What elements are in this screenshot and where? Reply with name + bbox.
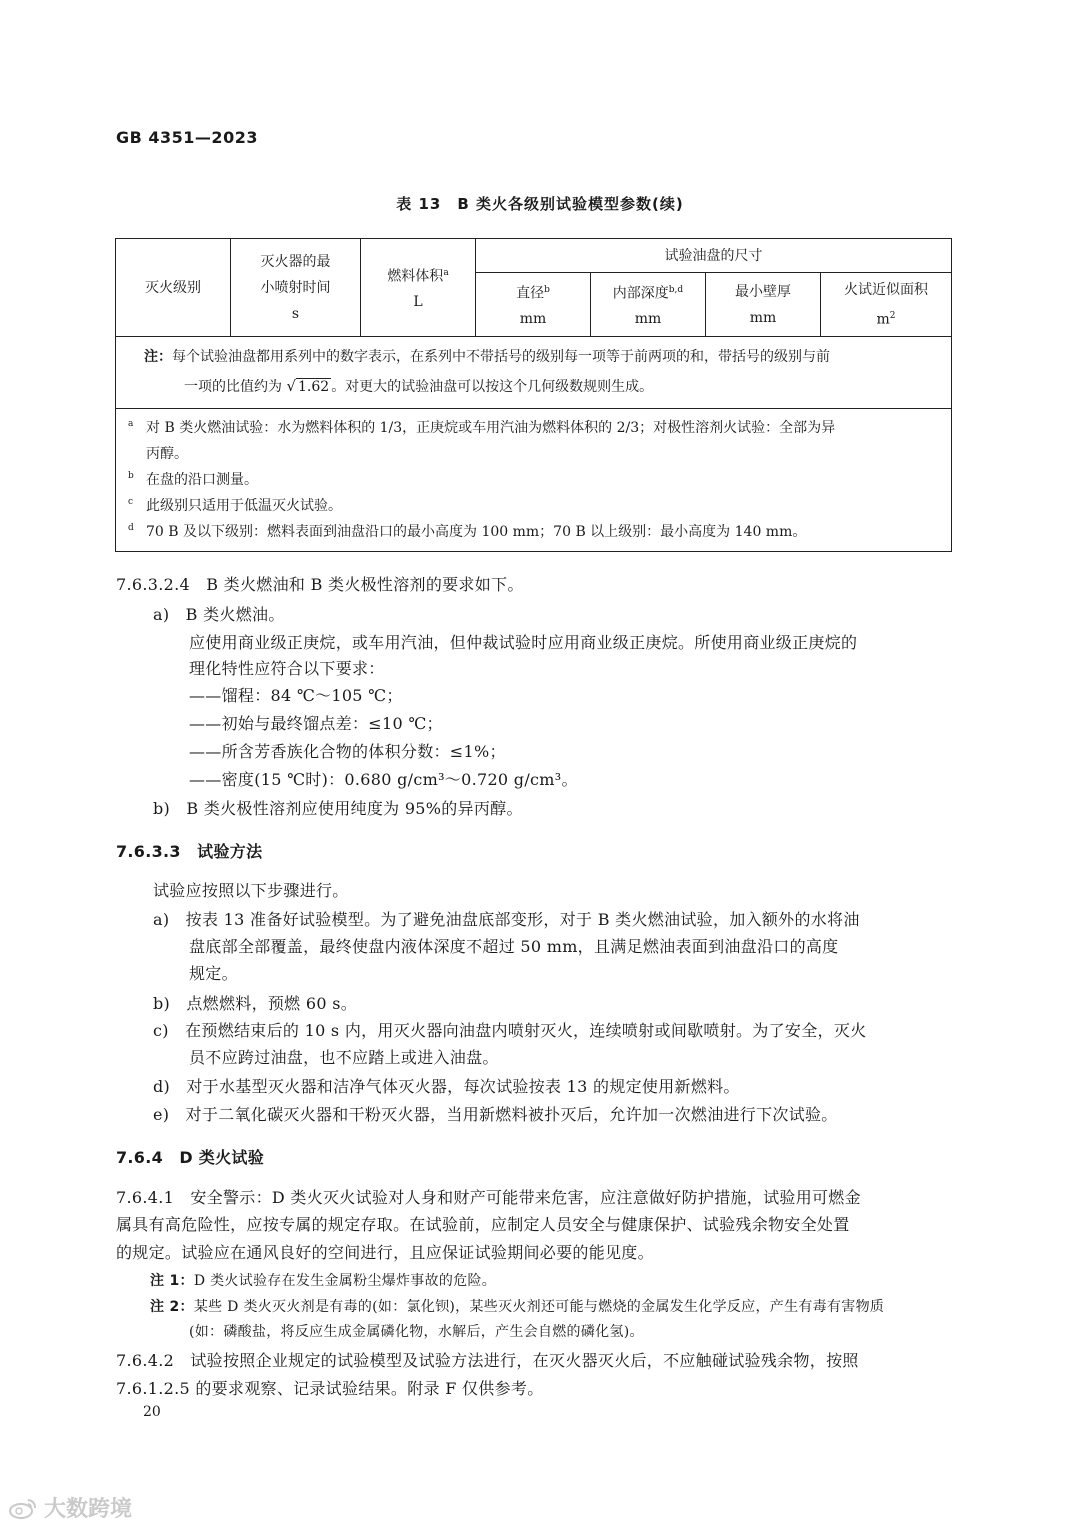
item-a-title: a) B 类火燃油。 bbox=[153, 605, 285, 624]
step-c-line2: 员不应跨过油盘，也不应踏上或进入油盘。 bbox=[189, 1048, 499, 1067]
header-level: 灭火级别 bbox=[116, 239, 231, 337]
header-fire-area: 火试近似面积 $m^2$ bbox=[821, 273, 952, 337]
dash-density: ——密度(15 ℃时)：0.680 g/cm³～0.720 g/cm³。 bbox=[189, 770, 578, 789]
procedure-intro: 试验应按照以下步骤进行。 bbox=[153, 881, 349, 900]
header-inner-depth: 内部深度$^{b,d}$ mm bbox=[591, 273, 706, 337]
page-number: 20 bbox=[143, 1404, 161, 1420]
footnote-c: c 此级别只适用于低温灭火试验。 bbox=[128, 497, 342, 514]
table-title: 表 13 B 类火各级别试验模型参数(续) bbox=[396, 195, 684, 213]
step-d: d) 对于水基型灭火器和洁净气体灭火器，每次试验按表 13 的规定使用新燃料。 bbox=[153, 1077, 740, 1096]
header-min-wall: 最小壁厚 mm bbox=[706, 273, 821, 337]
step-a-line3: 规定。 bbox=[189, 964, 238, 983]
step-a-line1: a) 按表 13 准备好试验模型。为了避免油盘底部变形，对于 B 类火燃油试验，加入额外的水将油 bbox=[153, 910, 860, 929]
watermark bbox=[8, 1492, 132, 1523]
header-fuel-volume: 燃料体积$^a$ L bbox=[361, 239, 476, 337]
footnote-d: d 70 B 及以下级别：燃料表面到油盘沿口的最小高度为 100 mm；70 B 以上级别：最小高度为 140 mm。 bbox=[128, 523, 807, 540]
dash-boiling-diff: ——初始与最终馏点差：≤10 ℃； bbox=[189, 714, 443, 733]
dash-aromatics: ——所含芳香族化合物的体积分数：≤1%； bbox=[189, 742, 506, 761]
step-c-line1: c) 在预燃结束后的 10 s 内，用灭火器向油盘内喷射灭火，连续喷射或间歇喷射。为了安全，灭火 bbox=[153, 1021, 867, 1040]
note-2-line2: (如：磷酸盐，将反应生成金属磷化物，水解后，产生会自燃的磷化氢)。 bbox=[189, 1324, 644, 1340]
item-a-line2: 理化特性应符合以下要求： bbox=[189, 659, 385, 678]
clause-7-6-4-2-line2: 7.6.1.2.5 的要求观察、记录试验结果。附录 F 仅供参考。 bbox=[116, 1379, 544, 1398]
dash-distillation: ——馏程：84 ℃～105 ℃； bbox=[189, 686, 403, 705]
step-b: b) 点燃燃料，预燃 60 s。 bbox=[153, 994, 358, 1013]
note-label: 注： bbox=[144, 349, 172, 365]
clause-7-6-3-2-4: 7.6.3.2.4 B 类火燃油和 B 类火极性溶剂的要求如下。 bbox=[116, 575, 524, 594]
heading-7-6-4: 7.6.4 D 类火试验 bbox=[116, 1148, 265, 1167]
watermark-text: 大数跨境 bbox=[44, 1497, 133, 1522]
weibo-logo-icon bbox=[8, 1496, 38, 1520]
note-2-line1: 注 2：某些 D 类火灭火剂是有毒的(如：氯化钡)，某些灭火剂还可能与燃烧的金属发生化学反应，产生有毒有害物质 bbox=[150, 1299, 885, 1315]
header-min-time: 灭火器的最 小喷射时间 s bbox=[231, 239, 361, 337]
footnote-a: a 对 B 类火燃油试验：水为燃料体积的 1/3，正庚烷或车用汽油为燃料体积的 2/3；对极性溶剂火试验：全部为异 bbox=[128, 419, 836, 436]
header-pan-dimensions: 试验油盘的尺寸 bbox=[476, 239, 952, 273]
spec-table bbox=[115, 238, 952, 552]
table-note: 注：每个试验油盘都用系列中的数字表示，在系列中不带括号的级别每一项等于前两项的和，带括号的级别与前 一项的比值约为 √ 1.62 。对更大的试验油盘可以按这个几何级数规则生成。 bbox=[116, 337, 952, 409]
standard-code: GB 4351—2023 bbox=[116, 128, 258, 147]
clause-7-6-4-1-line1: 7.6.4.1 安全警示：D 类火灭火试验对人身和财产可能带来危害，应注意做好防护措施，试验用可燃金 bbox=[116, 1188, 861, 1207]
step-a-line2: 盘底部全部覆盖，最终使盘内液体深度不超过 50 mm，且满足燃油表面到油盘沿口的高度 bbox=[189, 937, 839, 956]
footnote-a-cont: 丙醇。 bbox=[146, 446, 188, 462]
item-a-line1: 应使用商业级正庚烷，或车用汽油，但仲裁试验时应用商业级正庚烷。所使用商业级正庚烷的 bbox=[189, 633, 858, 652]
footnote-b: b 在盘的沿口测量。 bbox=[128, 471, 258, 488]
clause-7-6-4-1-line2: 属具有高危险性，应按专属的规定存取。在试验前，应制定人员安全与健康保护、试验残余物安全处置 bbox=[116, 1215, 850, 1234]
table-footnotes bbox=[116, 409, 952, 552]
header-diameter: 直径$^b$ mm bbox=[476, 273, 591, 337]
note-1: 注 1：D 类火试验存在发生金属粉尘爆炸事故的危险。 bbox=[150, 1273, 497, 1289]
clause-7-6-4-1-line3: 的规定。试验应在通风良好的空间进行，且应保证试验期间必要的能见度。 bbox=[116, 1243, 654, 1262]
heading-7-6-3-3: 7.6.3.3 试验方法 bbox=[116, 842, 263, 861]
item-b: b) B 类火极性溶剂应使用纯度为 95%的异丙醇。 bbox=[153, 799, 523, 818]
step-e: e) 对于二氧化碳灭火器和干粉灭火器，当用新燃料被扑灭后，允许加一次燃油进行下次试验。 bbox=[153, 1105, 838, 1124]
clause-7-6-4-2-line1: 7.6.4.2 试验按照企业规定的试验模型及试验方法进行，在灭火器灭火后，不应触碰试验残余物，按照 bbox=[116, 1351, 859, 1370]
